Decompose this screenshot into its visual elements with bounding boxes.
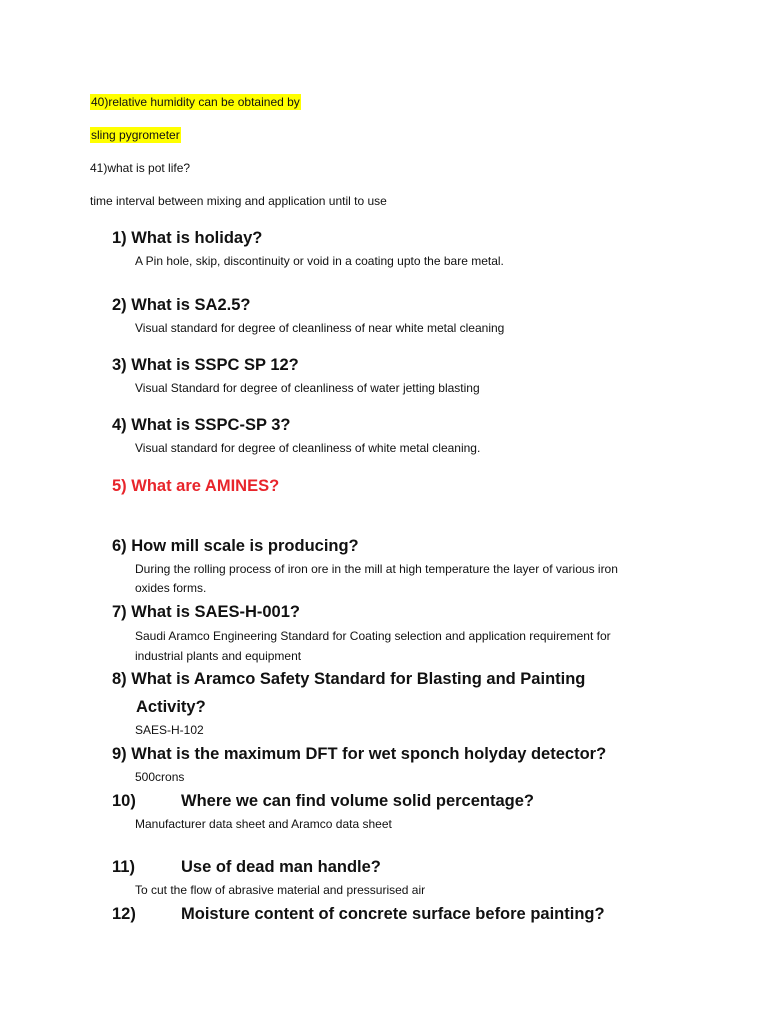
question-heading: 4) What is SSPC-SP 3? — [112, 416, 291, 434]
question-heading: 1) What is holiday? — [112, 229, 263, 247]
intro-line-4: time interval between mixing and application until to use — [90, 194, 387, 208]
answer-text: SAES-H-102 — [135, 723, 204, 737]
question-heading-red: 5) What are AMINES? — [112, 477, 280, 495]
answer-text: A Pin hole, skip, discontinuity or void in a coating upto the bare metal. — [135, 254, 504, 268]
intro-line-1 — [90, 94, 301, 110]
answer-text: industrial plants and equipment — [135, 649, 302, 663]
question-heading: 9) What is the maximum DFT for wet sponch holyday detector? — [112, 745, 607, 763]
answer-text: Saudi Aramco Engineering Standard for Coating selection and application requirement for — [135, 629, 611, 643]
answer-text: Visual standard for degree of cleanliness of near white metal cleaning — [135, 321, 505, 335]
question-heading: 8) What is Aramco Safety Standard for Blasting and Painting — [112, 670, 586, 688]
question-heading: 6) How mill scale is producing? — [112, 537, 359, 555]
answer-text: Visual standard for degree of cleanliness of white metal cleaning. — [135, 441, 481, 455]
question-heading: 3) What is SSPC SP 12? — [112, 356, 299, 374]
highlighted-text: sling pygrometer — [91, 128, 180, 142]
question-heading: 7) What is SAES-H-001? — [112, 603, 300, 621]
answer-text: Visual Standard for degree of cleanliness of water jetting blasting — [135, 381, 480, 395]
question-heading-continued: Activity? — [136, 698, 206, 716]
question-heading: 11) Use of dead man handle? — [112, 858, 381, 876]
question-heading: 2) What is SA2.5? — [112, 296, 251, 314]
question-heading: 10) Where we can find volume solid percentage? — [112, 792, 534, 810]
answer-text: To cut the flow of abrasive material and pressurised air — [135, 883, 426, 897]
answer-text: During the rolling process of iron ore in the mill at high temperature the layer of various iron — [135, 562, 618, 576]
intro-line-2 — [90, 127, 181, 143]
answer-text: 500crons — [135, 770, 185, 784]
answer-text: oxides forms. — [135, 581, 207, 595]
question-heading: 12) Moisture content of concrete surface before painting? — [112, 905, 605, 923]
intro-line-3: 41)what is pot life? — [90, 161, 191, 175]
answer-text: Manufacturer data sheet and Aramco data sheet — [135, 817, 392, 831]
highlighted-text: 40)relative humidity can be obtained by — [91, 95, 300, 109]
